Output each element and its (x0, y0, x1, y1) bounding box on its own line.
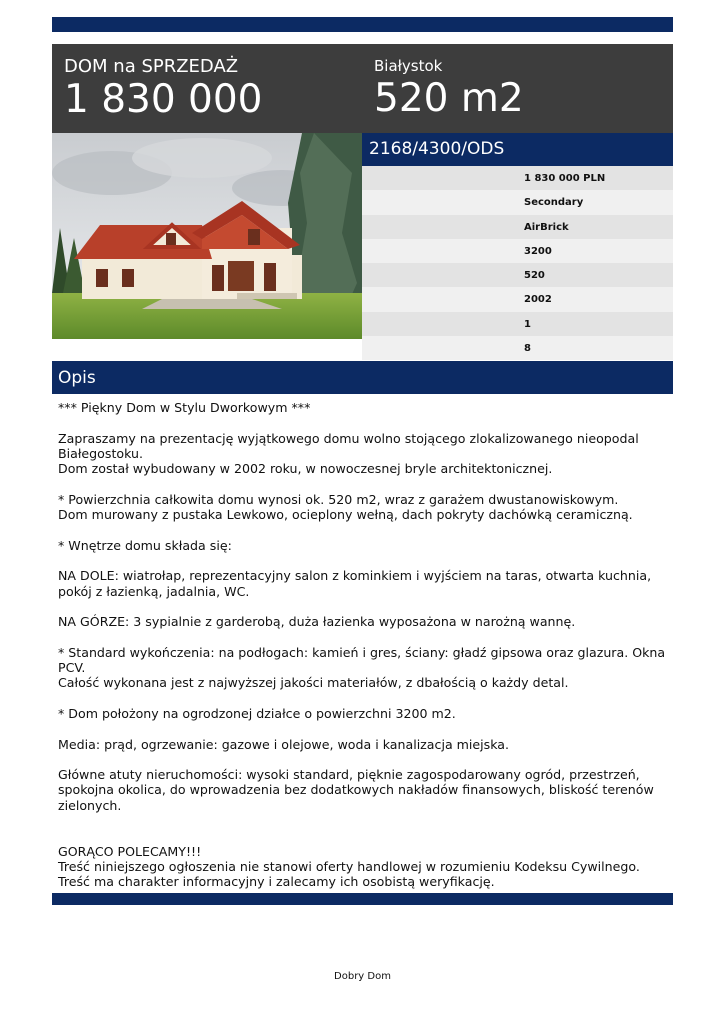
detail-year: 2002 (524, 294, 552, 306)
reference-number: 2168/4300/ODS (369, 139, 505, 159)
house-image (52, 133, 362, 339)
property-photo (52, 133, 362, 339)
details-table (362, 166, 673, 360)
description-text: *** Piękny Dom w Stylu Dworkowym *** Zapraszamy na prezentację wyjątkowego domu wolno stojącego zlokalizowanego nieopodal Białegostoku. Dom został wybudowany w 2002 roku, w nowoczesnej bryle architektonicznej. * Powierzchnia całkowita domu wynosi ok. 520 m2, wraz z garażem dwustanowiskowym. Dom murowany z pustaka Lewkowo, ocieplony wełną, dach pokryty dachówką ceramiczną. * Wnętrze domu składa się: NA DOLE: wiatrołap, reprezentacyjny salon z kominkiem i wyjściem na taras, otwarta kuchnia, pokój z łazienką, jadalnia, WC. NA GÓRZE: 3 sypialnie z garderobą, duża łazienka wyposażona w narożną wannę. * Standard wykończenia: na podłogach: kamień i gres, ściany: gładź gipsowa oraz glazura. Okna PCV. Całość wykonana jest z najwyższej jakości materiałów, z dbałością o każdy detal. * Dom położony na ogrodzonej działce o powierzchni 3200 m2. Media: prąd, ogrzewanie: gazowe i olejowe, woda i kanalizacja miejska. Główne atuty nieruchomości: wysoki standard, pięknie zagospodarowany ogród, przestrzeń, spokojna okolica, do wprowadzenia bez dodatkowych nakładów finansowych, bliskość terenów zielonych. GORĄCO POLECAMY!!! Treść niniejszego ogłoszenia nie stanowi oferty handlowej w rozumieniu Kodeksu Cywilnego. Treść ma charakter informacyjny i zalecamy ich osobistą weryfikację. (58, 400, 666, 890)
detail-market: Secondary (524, 197, 584, 209)
hero-left (64, 44, 263, 122)
detail-rooms: 8 (524, 343, 531, 355)
hero-summary (52, 44, 673, 133)
details-row (362, 190, 673, 214)
detail-plot-area: 3200 (524, 245, 552, 257)
listing-type: DOM na SPRZEDAŻ (64, 56, 239, 77)
details-row (362, 287, 673, 311)
details-row (362, 166, 673, 190)
details-row (362, 215, 673, 239)
description-heading: Opis (58, 368, 96, 388)
listing-price: 1 830 000 (64, 77, 263, 122)
detail-material: AirBrick (524, 221, 569, 233)
listing-city: Białystok (374, 57, 443, 75)
detail-price: 1 830 000 PLN (524, 173, 606, 184)
detail-area: 520 (524, 270, 545, 282)
top-accent-bar (52, 17, 673, 32)
details-row (362, 263, 673, 287)
details-row (362, 312, 673, 336)
reference-bar (362, 133, 673, 166)
hero-right (374, 44, 524, 121)
detail-floors: 1 (524, 318, 531, 330)
footer-agency: Dobry Dom (334, 971, 391, 982)
listing-area: 520 m2 (374, 76, 524, 121)
description-body (58, 400, 668, 890)
details-row (362, 336, 673, 360)
description-heading-bar (52, 361, 673, 394)
details-row (362, 239, 673, 263)
bottom-accent-bar (52, 893, 673, 905)
